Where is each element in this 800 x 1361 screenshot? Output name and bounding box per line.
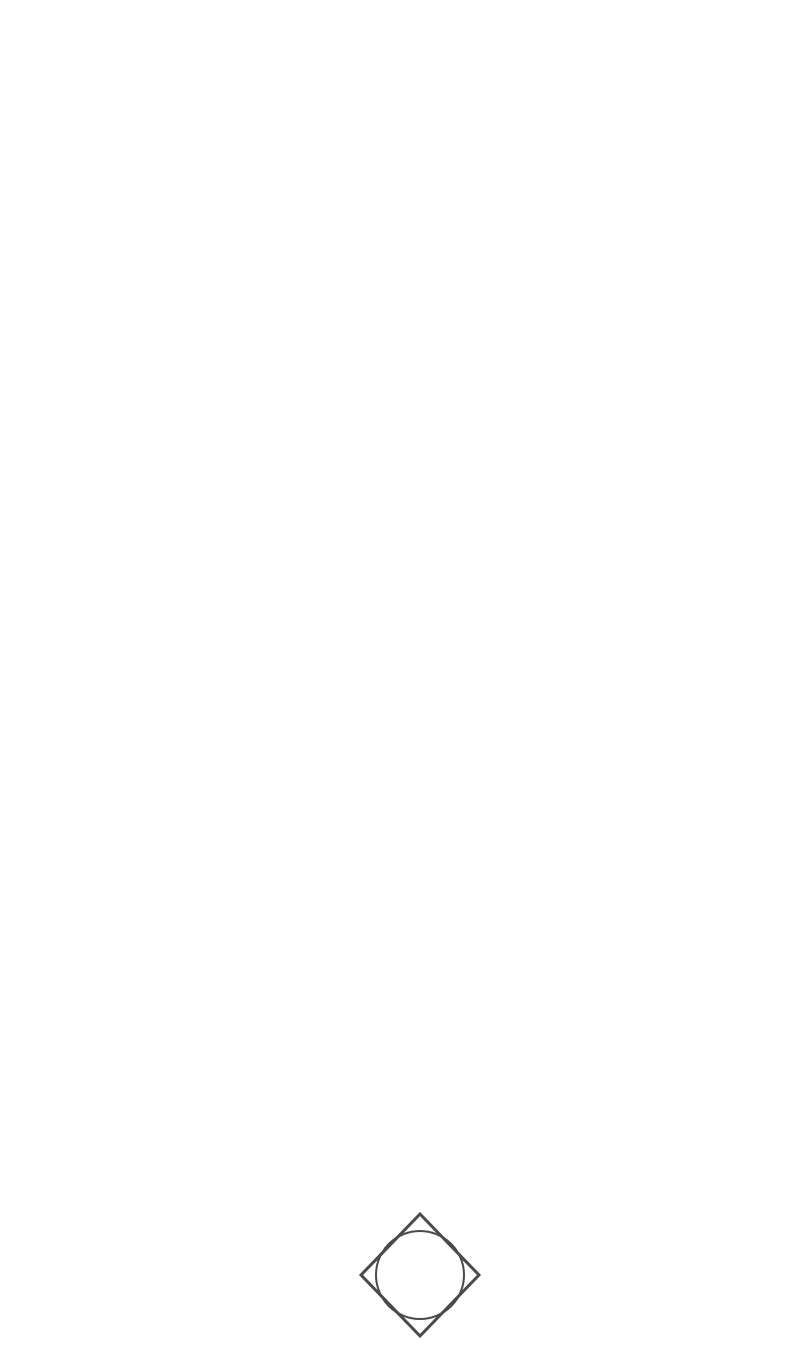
library-stamp: [355, 1210, 485, 1340]
stamp-diamond-outer: [361, 1214, 479, 1336]
page-header: [0, 52, 800, 80]
stamp-circle: [376, 1231, 464, 1319]
